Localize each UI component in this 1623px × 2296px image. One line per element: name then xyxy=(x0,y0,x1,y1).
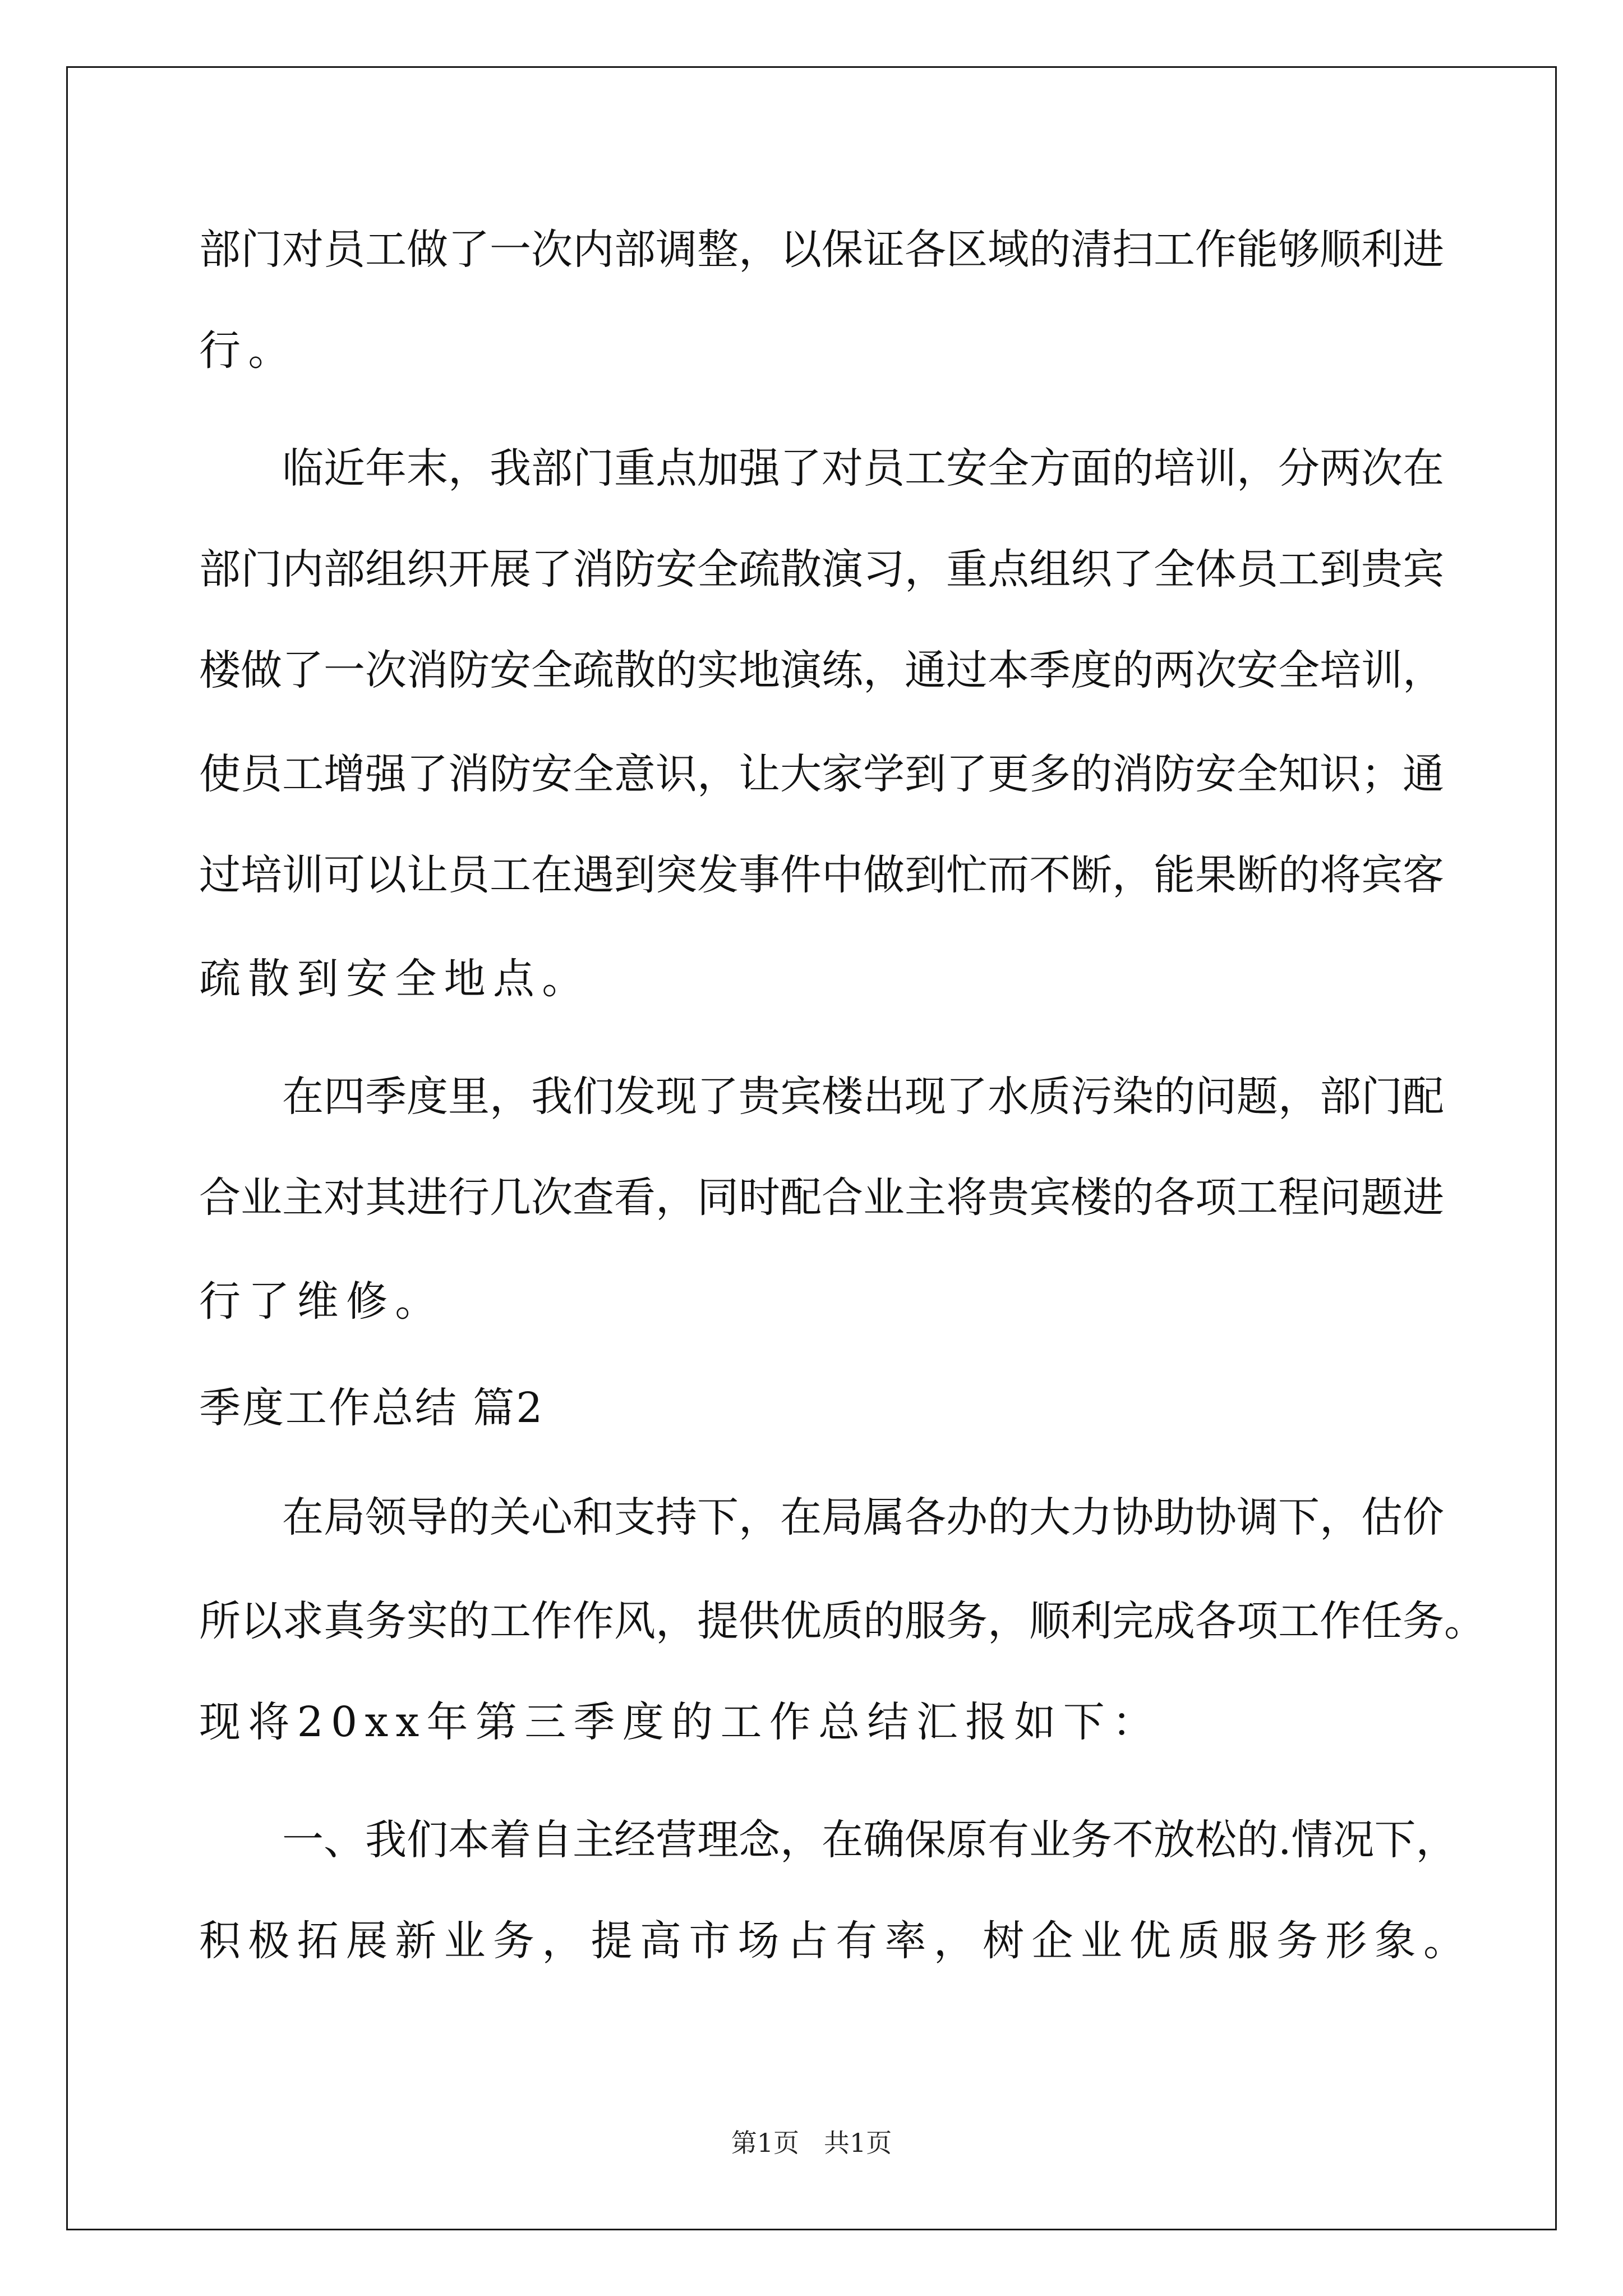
section-heading: 季度工作总结 篇2 xyxy=(199,1384,545,1432)
text-line: 所以求真务实的工作作风，提供优质的服务，顺利完成各项工作任务。 xyxy=(199,1597,1486,1645)
text-line: 行了维修。 xyxy=(199,1277,444,1326)
text-line: 过培训可以让员工在遇到突发事件中做到忙而不断，能果断的将宾客 xyxy=(199,851,1444,899)
text-line: 部门对员工做了一次内部调整，以保证各区域的清扫工作能够顺利进 xyxy=(199,226,1444,274)
text-line: 使员工增强了消防安全意识，让大家学到了更多的消防安全知识；通 xyxy=(199,750,1444,798)
page-border xyxy=(66,66,1557,2230)
text-line: 疏散到安全地点。 xyxy=(199,955,591,1003)
text-line: 一、我们本着自主经营理念，在确保原有业务不放松的.情况下， xyxy=(282,1816,1458,1864)
text-line: 积极拓展新业务，提高市场占有率，树企业优质服务形象。 xyxy=(199,1917,1473,1965)
text-line: 在局领导的关心和支持下，在局属各办的大力协助协调下，估价 xyxy=(282,1493,1444,1542)
text-line: 现将20xx年第三季度的工作总结汇报如下： xyxy=(199,1698,1161,1746)
page-footer xyxy=(0,2126,1623,2160)
text-line: 行。 xyxy=(199,326,297,375)
text-line: 在四季度里，我们发现了贵宾楼出现了水质污染的问题，部门配 xyxy=(282,1073,1444,1121)
text-line: 部门内部组织开展了消防安全疏散演习，重点组织了全体员工到贵宾 xyxy=(199,545,1444,593)
page-total: 共1页 xyxy=(824,2128,892,2158)
text-line: 临近年末，我部门重点加强了对员工安全方面的培训，分两次在 xyxy=(282,444,1444,493)
text-line: 合业主对其进行几次查看，同时配合业主将贵宾楼的各项工程问题进 xyxy=(199,1174,1444,1222)
text-line: 楼做了一次消防安全疏散的实地演练，通过本季度的两次安全培训， xyxy=(199,646,1444,694)
page-number: 第1页 xyxy=(731,2128,799,2158)
